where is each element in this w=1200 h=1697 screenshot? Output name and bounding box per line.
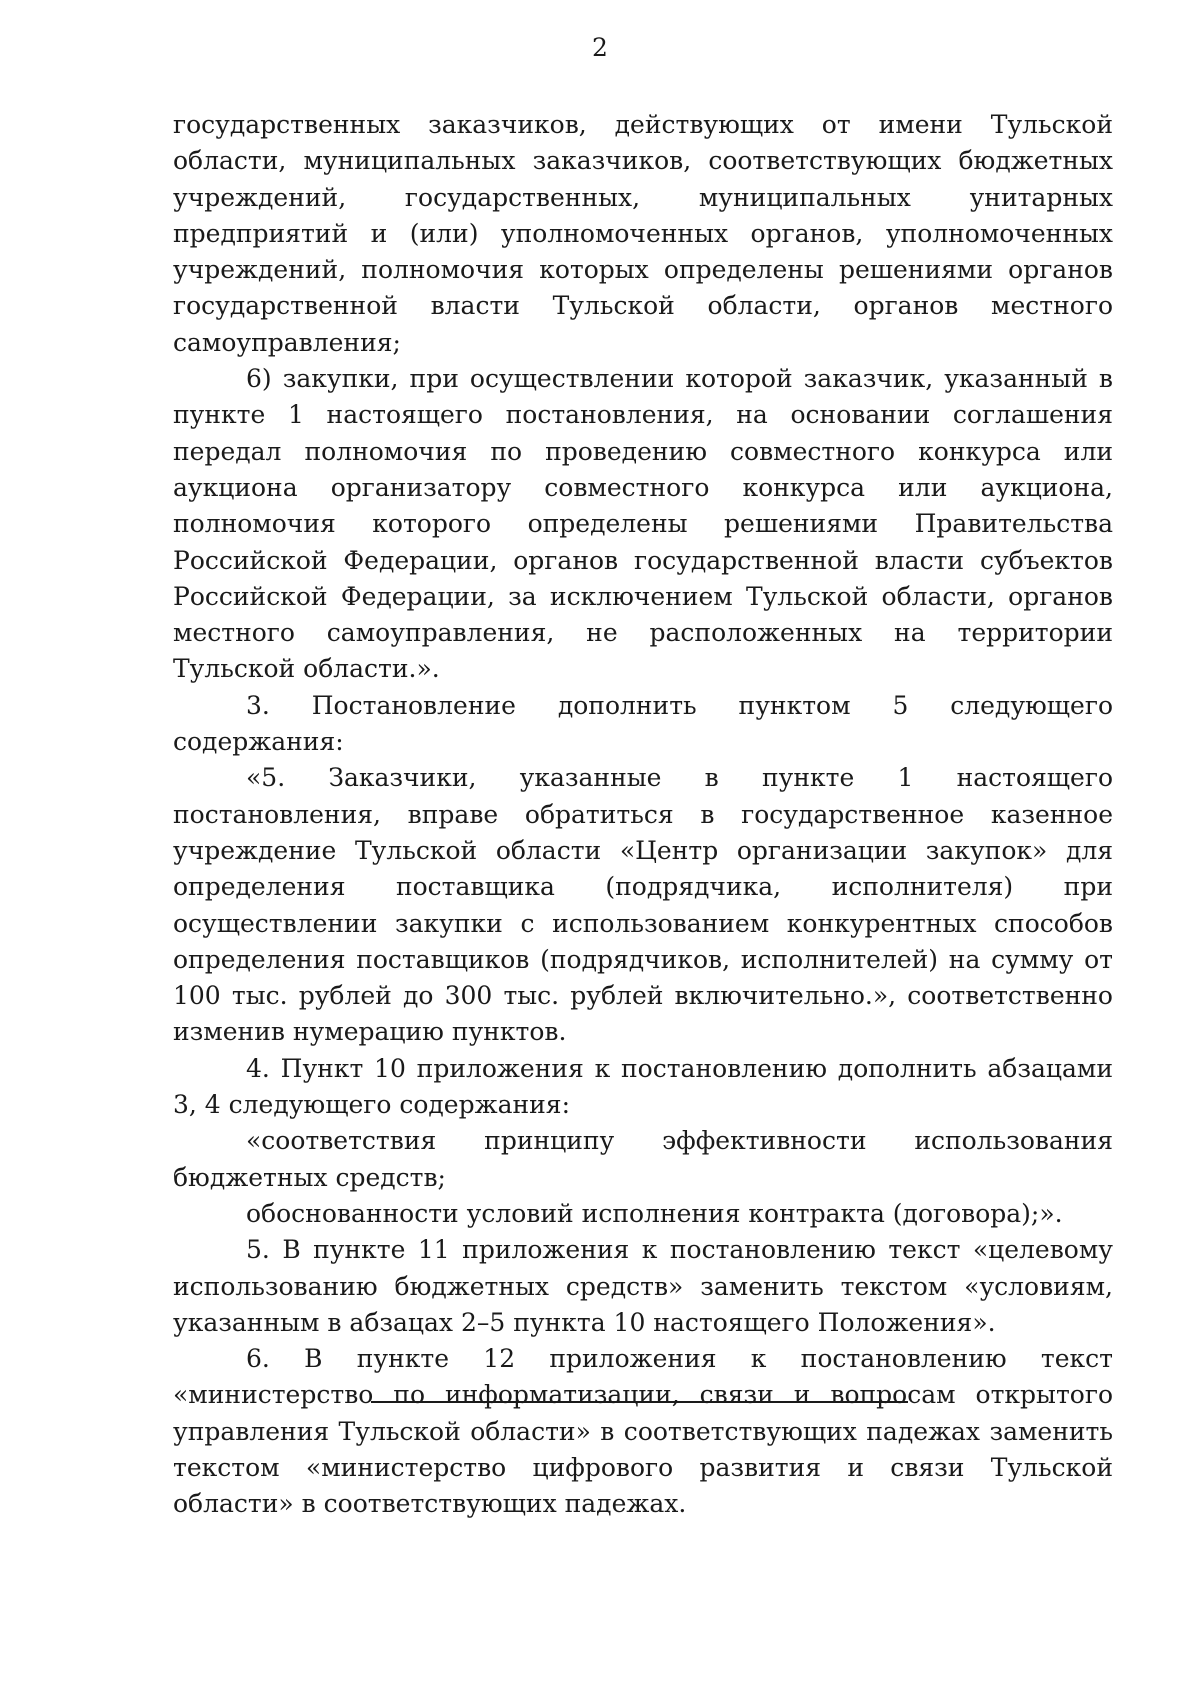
paragraph-point-5-quote: «5. Заказчики, указанные в пункте 1 настоящего постановления, вправе обратиться в государственное казенное учреждение Тульской области «Центр организации закупок» для определения поставщика (подрядчика, исполнителя) при осуществлении закупки с использованием конкурентных способов определения поставщиков (подрядчиков, исполнителей) на сумму от 100 тыс. рублей до 300 тыс. рублей включительно.», соответственно изменив нумерацию пунктов.: [173, 763, 1113, 1047]
paragraph-continuation: государственных заказчиков, действующих от имени Тульской области, муниципальных заказчиков, соответствующих бюджетных учреждений, государственных, муниципальных унитарных предприятий и (или) уполномоченных органов, уполномоченных учреждений, полномочия которых определены решениями органов государственной власти Тульской области, органов местного самоуправления;: [173, 110, 1113, 357]
paragraph-point-5: 5. В пункте 11 приложения к постановлению текст «целевому использованию бюджетных средств» заменить текстом «условиям, указанным в абзацах 2–5 пункта 10 настоящего Положения».: [173, 1235, 1113, 1337]
page-number: 2: [592, 33, 608, 62]
paragraph-quote-compliance: «соответствия принципу эффективности использования бюджетных средств;: [173, 1126, 1113, 1192]
end-separator-line: [371, 1401, 908, 1403]
paragraph-item-6: 6) закупки, при осуществлении которой заказчик, указанный в пункте 1 настоящего постановления, на основании соглашения передал полномочия по проведению совместного конкурса или аукциона организатору совместного конкурса или аукциона, полномочия которого определены решениями Правительства Российской Федерации, органов государственной власти субъектов Российской Федерации, за исключением Тульской области, органов местного самоуправления, не расположенных на территории Тульской области.».: [173, 364, 1113, 684]
paragraph-point-6: 6. В пункте 12 приложения к постановлению текст «министерство по информатизации, связи и вопросам открытого управления Тульской области» в соответствующих падежах заменить текстом «министерство цифрового развития и связи Тульской области» в соответствующих падежах.: [173, 1344, 1113, 1519]
paragraph-quote-justification: обоснованности условий исполнения контракта (договора);».: [246, 1198, 1063, 1228]
paragraph-point-3: 3. Постановление дополнить пунктом 5 следующего содержания:: [173, 690, 1113, 757]
document-body: [173, 107, 1113, 1523]
paragraph-point-4: 4. Пункт 10 приложения к постановлению дополнить абзацами 3, 4 следующего содержания:: [173, 1053, 1113, 1120]
